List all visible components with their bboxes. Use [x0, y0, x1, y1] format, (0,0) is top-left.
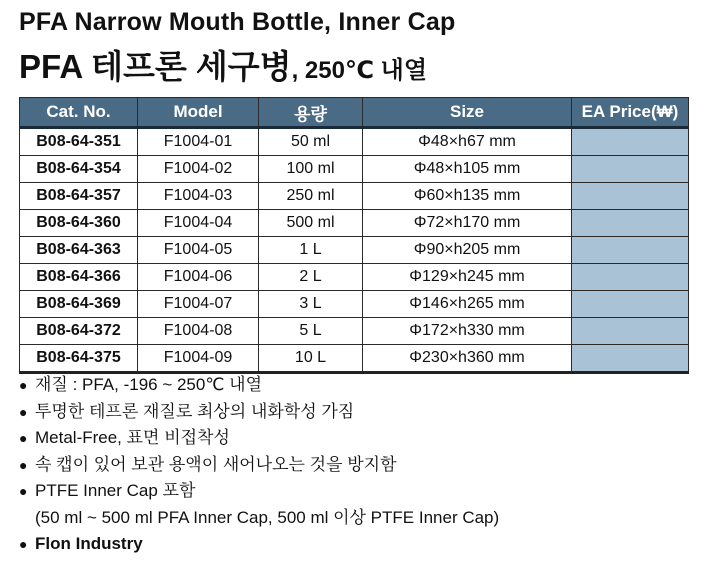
- size-cell: Φ129×h245 mm: [363, 264, 572, 291]
- price-cell: [572, 210, 689, 237]
- list-item: [19, 399, 499, 426]
- list-item: [19, 372, 499, 399]
- price-cell: [572, 291, 689, 318]
- bullet-icon: ●: [19, 456, 28, 473]
- bullet-icon: ●: [19, 536, 28, 552]
- cat-no-cell: B08-64-351: [20, 128, 138, 156]
- header-size: Size: [363, 98, 572, 128]
- cat-no-cell: B08-64-375: [20, 345, 138, 373]
- list-item: [19, 425, 499, 452]
- model-cell: F1004-06: [138, 264, 259, 291]
- size-cell: Φ48×h67 mm: [363, 128, 572, 156]
- price-cell: [572, 264, 689, 291]
- table-row: [20, 128, 689, 156]
- note-text: PTFE Inner Cap 포함: [35, 481, 196, 500]
- note-text: 속 캡이 있어 보관 용액이 새어나오는 것을 방지함: [35, 454, 397, 474]
- capacity-cell: 5 L: [259, 318, 363, 345]
- capacity-cell: 50 ml: [259, 128, 363, 156]
- bullet-icon: ●: [19, 430, 28, 446]
- model-cell: F1004-09: [138, 345, 259, 373]
- cat-no-cell: B08-64-363: [20, 237, 138, 264]
- bullet-icon: ●: [19, 483, 28, 499]
- manufacturer-name: Flon Industry: [35, 534, 143, 553]
- list-item: [19, 478, 499, 505]
- note-continuation: (50 ml ~ 500 ml PFA Inner Cap, 500 ml 이상 PTFE Inner Cap): [35, 507, 500, 527]
- model-cell: F1004-02: [138, 156, 259, 183]
- table-row: [20, 156, 689, 183]
- price-cell: [572, 128, 689, 156]
- size-cell: Φ72×h170 mm: [363, 210, 572, 237]
- size-cell: Φ48×h105 mm: [363, 156, 572, 183]
- table-row: [20, 345, 689, 373]
- model-cell: F1004-08: [138, 318, 259, 345]
- price-cell: [572, 237, 689, 264]
- list-item: [19, 531, 499, 558]
- list-item: [19, 452, 499, 479]
- size-cell: Φ90×h205 mm: [363, 237, 572, 264]
- cat-no-cell: B08-64-360: [20, 210, 138, 237]
- price-cell: [572, 183, 689, 210]
- capacity-cell: 3 L: [259, 291, 363, 318]
- header-price: EA Price(₩): [572, 98, 689, 128]
- price-cell: [572, 345, 689, 373]
- model-cell: F1004-04: [138, 210, 259, 237]
- cat-no-cell: B08-64-372: [20, 318, 138, 345]
- cat-no-cell: B08-64-354: [20, 156, 138, 183]
- bullet-icon: ●: [19, 377, 28, 393]
- header-capacity: 용량: [259, 98, 363, 128]
- table-header-row: [20, 98, 689, 128]
- model-cell: F1004-01: [138, 128, 259, 156]
- note-text: 재질 : PFA, -196 ~ 250℃ 내열: [35, 375, 263, 394]
- table-row: [20, 264, 689, 291]
- table-row: [20, 291, 689, 318]
- header-model: Model: [138, 98, 259, 128]
- size-cell: Φ146×h265 mm: [363, 291, 572, 318]
- model-cell: F1004-07: [138, 291, 259, 318]
- cat-no-cell: B08-64-366: [20, 264, 138, 291]
- capacity-cell: 2 L: [259, 264, 363, 291]
- model-cell: F1004-03: [138, 183, 259, 210]
- price-cell: [572, 318, 689, 345]
- table-row: [20, 318, 689, 345]
- cat-no-cell: B08-64-369: [20, 291, 138, 318]
- product-table: [19, 97, 689, 374]
- title-korean: [19, 41, 427, 88]
- cat-no-cell: B08-64-357: [20, 183, 138, 210]
- table-row: [20, 183, 689, 210]
- size-cell: Φ230×h360 mm: [363, 345, 572, 373]
- note-text: 투명한 테프론 재질로 최상의 내화학성 가짐: [35, 401, 355, 421]
- size-cell: Φ172×h330 mm: [363, 318, 572, 345]
- capacity-cell: 250 ml: [259, 183, 363, 210]
- model-cell: F1004-05: [138, 237, 259, 264]
- table-row: [20, 210, 689, 237]
- capacity-cell: 10 L: [259, 345, 363, 373]
- price-cell: [572, 156, 689, 183]
- title-korean-sub: , 250℃ 내열: [291, 57, 428, 84]
- capacity-cell: 100 ml: [259, 156, 363, 183]
- capacity-cell: 1 L: [259, 237, 363, 264]
- capacity-cell: 500 ml: [259, 210, 363, 237]
- title-korean-main: PFA 테프론 세구병: [19, 48, 292, 85]
- table-row: [20, 237, 689, 264]
- note-text: Metal-Free, 표면 비접착성: [35, 428, 230, 447]
- bullet-icon: ●: [19, 403, 28, 420]
- header-cat-no: Cat. No.: [20, 98, 138, 128]
- feature-list: [19, 372, 499, 558]
- size-cell: Φ60×h135 mm: [363, 183, 572, 210]
- title-english: PFA Narrow Mouth Bottle, Inner Cap: [19, 8, 456, 36]
